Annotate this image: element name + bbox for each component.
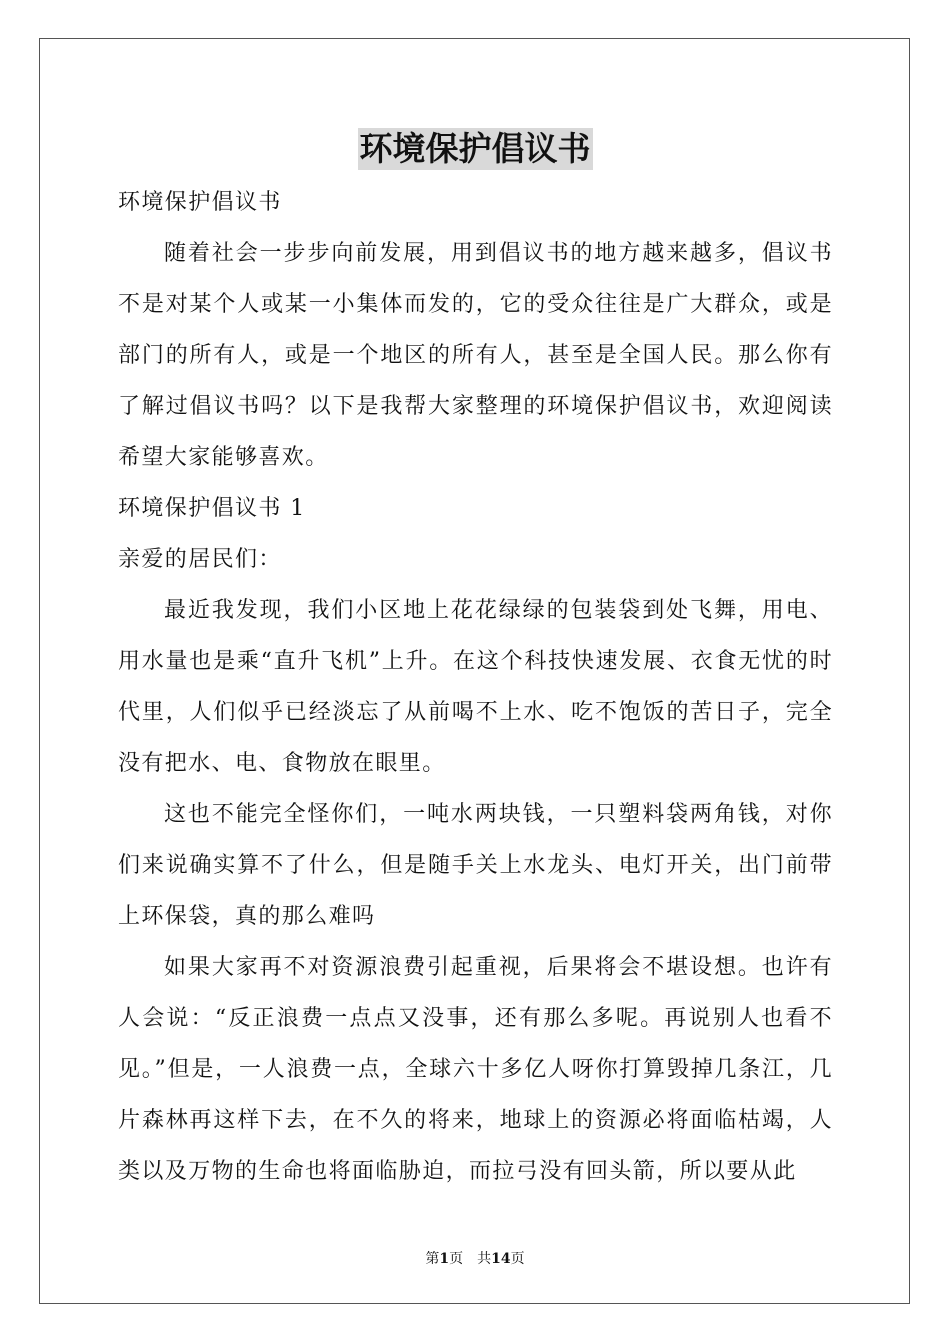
page-footer <box>0 1250 950 1268</box>
paragraph: 最近我发现，我们小区地上花花绿绿的包装袋到处飞舞，用电、用水量也是乘“直升飞机”上升。在这个科技快速发展、衣食无忧的时代里，人们似乎已经淡忘了从前喝不上水、吃不饱饭的苦日子，完全没有把水、电、食物放在眼里。 <box>118 598 833 776</box>
page-prefix: 第 <box>425 1251 440 1267</box>
paragraph: 环境保护倡议书 <box>118 190 282 215</box>
paragraph: 随着社会一步步向前发展，用到倡议书的地方越来越多，倡议书不是对某个人或某一小集体而发的，它的受众往往是广大群众，或是部门的所有人，或是一个地区的所有人，甚至是全国人民。那么你有了解过倡议书吗？以下是我帮大家整理的环境保护倡议书，欢迎阅读希望大家能够喜欢。 <box>118 241 833 470</box>
title-container <box>0 128 950 170</box>
total-pages-number: 14 <box>491 1251 511 1267</box>
document-body <box>118 177 833 1197</box>
current-page-number: 1 <box>439 1251 450 1267</box>
document-title: 环境保护倡议书 <box>359 129 591 168</box>
total-prefix: 共 <box>477 1251 492 1267</box>
total-suffix: 页 <box>510 1251 525 1267</box>
section-heading: 环境保护倡议书 1 <box>118 496 306 521</box>
paragraph: 这也不能完全怪你们，一吨水两块钱，一只塑料袋两角钱，对你们来说确实算不了什么，但是随手关上水龙头、电灯开关，出门前带上环保袋，真的那么难吗 <box>118 802 833 929</box>
paragraph: 如果大家再不对资源浪费引起重视，后果将会不堪设想。也许有人会说：“反正浪费一点点又没事，还有那么多呢。再说别人也看不见。”但是，一人浪费一点，全球六十多亿人呀你打算毁掉几条江，几片森林再这样下去，在不久的将来，地球上的资源必将面临枯竭，人类以及万物的生命也将面临胁迫，而拉弓没有回头箭，所以要从此 <box>118 955 833 1184</box>
salutation: 亲爱的居民们： <box>118 547 282 572</box>
page-word: 页 <box>449 1251 464 1267</box>
